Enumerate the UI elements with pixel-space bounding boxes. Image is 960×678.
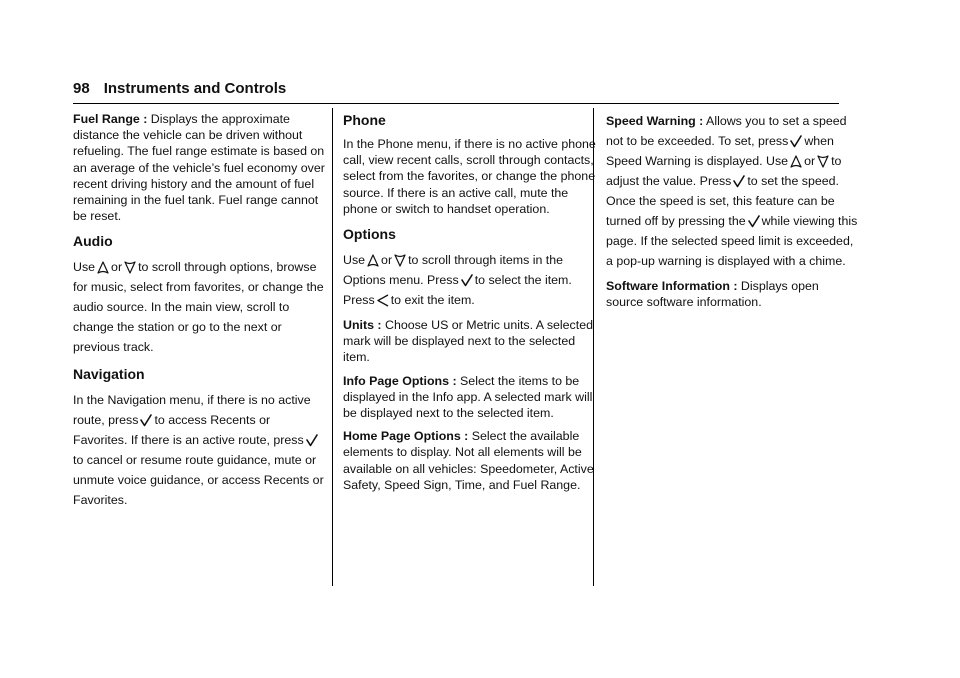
thumbwheel-up-icon — [367, 254, 379, 267]
options-paragraph — [343, 250, 596, 310]
header-divider — [73, 103, 839, 104]
home-page-term: Home Page Options : — [343, 429, 469, 444]
back-arrow-icon — [377, 294, 389, 307]
home-page-paragraph — [343, 428, 596, 493]
audio-text-1: Use — [73, 260, 96, 275]
navigation-text-1: In the Navigation menu, if there is no active route, press — [73, 393, 311, 428]
speed-warning-text-4: to adjust the value. Press — [606, 154, 842, 188]
units-paragraph — [343, 317, 596, 366]
checkmark-icon — [140, 414, 152, 427]
speed-warning-text-1: Allows you to set a speed not to be exceeded. To set, press — [606, 114, 847, 148]
thumbwheel-down-icon — [817, 155, 829, 168]
checkmark-icon — [790, 135, 802, 148]
speed-warning-paragraph — [606, 111, 859, 271]
home-page-text: Select the available elements to display. Not all elements will be available on all vehicles: Speedometer, Active Safety, Speed Sign, Time, and Fuel Range. — [343, 429, 594, 492]
navigation-text-2: to access Recents or Favorites. If there is an active route, press — [73, 413, 304, 448]
info-page-paragraph — [343, 373, 596, 422]
navigation-paragraph — [73, 390, 326, 510]
options-text-4: to select the item. Press — [343, 273, 572, 308]
checkmark-icon — [306, 434, 318, 447]
page-header — [73, 80, 839, 104]
audio-text-2: or — [111, 260, 123, 275]
fuel-range-paragraph — [73, 111, 326, 224]
phone-paragraph: In the Phone menu, if there is no active phone call, view recent calls, scroll through contacts, select from the favorites, or change the phone source. If there is an active call, mute the phone or switch to handset operation. — [343, 137, 596, 216]
thumbwheel-down-icon — [124, 261, 136, 274]
fuel-range-term: Fuel Range : — [73, 112, 148, 126]
software-info-paragraph — [606, 278, 859, 310]
audio-paragraph — [73, 257, 326, 357]
phone-heading: Phone — [343, 112, 386, 128]
column-3 — [606, 111, 859, 317]
options-text-3: to scroll through items in the Options menu. Press — [343, 253, 564, 288]
units-term: Units : — [343, 318, 382, 333]
options-text-1: Use — [343, 253, 366, 268]
software-info-term: Software Information : — [606, 279, 738, 293]
options-text-5: to exit the item. — [390, 293, 475, 308]
navigation-text-3: to cancel or resume route guidance, mute or unmute voice guidance, or access Recents or Favorites. — [73, 453, 324, 508]
checkmark-icon — [461, 274, 473, 287]
thumbwheel-up-icon — [97, 261, 109, 274]
speed-warning-text-3: or — [804, 154, 816, 168]
speed-warning-text-2: when Speed Warning is displayed. Use — [606, 134, 834, 168]
column-divider-1 — [332, 108, 333, 586]
thumbwheel-up-icon — [790, 155, 802, 168]
fuel-range-text: Displays the approximate distance the vehicle can be driven without refueling. The fuel range estimate is based on an average of the vehicle’s fuel economy over recent driving history and the amount of fuel remaining in the fuel tank. Fuel range cannot be reset. — [73, 112, 325, 224]
options-text-2: or — [381, 253, 393, 268]
software-info-text: Displays open source software information. — [606, 279, 819, 310]
page-number: 98 — [73, 80, 90, 97]
column-2 — [343, 111, 596, 500]
audio-heading: Audio — [73, 233, 113, 250]
checkmark-icon — [748, 215, 760, 228]
speed-warning-text-5: to set the speed. Once the speed is set, this feature can be turned off by pressing the — [606, 174, 839, 228]
info-page-term: Info Page Options : — [343, 373, 457, 388]
navigation-heading: Navigation — [73, 366, 145, 383]
units-text: Choose US or Metric units. A selected mark will be displayed next to the selected item. — [343, 318, 593, 365]
options-heading: Options — [343, 226, 396, 243]
speed-warning-text-6: while viewing this page. If the selected speed limit is exceeded, a pop-up warning is displayed with a chime. — [606, 214, 858, 268]
audio-text-3: to scroll through options, browse for music, select from favorites, or change the audio source. In the main view, scroll to change the station or go to the next or previous track. — [73, 260, 324, 355]
checkmark-icon — [733, 175, 745, 188]
section-title: Instruments and Controls — [103, 80, 287, 97]
speed-warning-term: Speed Warning : — [606, 114, 704, 128]
column-1 — [73, 111, 326, 517]
info-page-text: Select the items to be displayed in the Info app. A selected mark will be displayed next to the selected item. — [343, 373, 593, 421]
thumbwheel-down-icon — [394, 254, 406, 267]
